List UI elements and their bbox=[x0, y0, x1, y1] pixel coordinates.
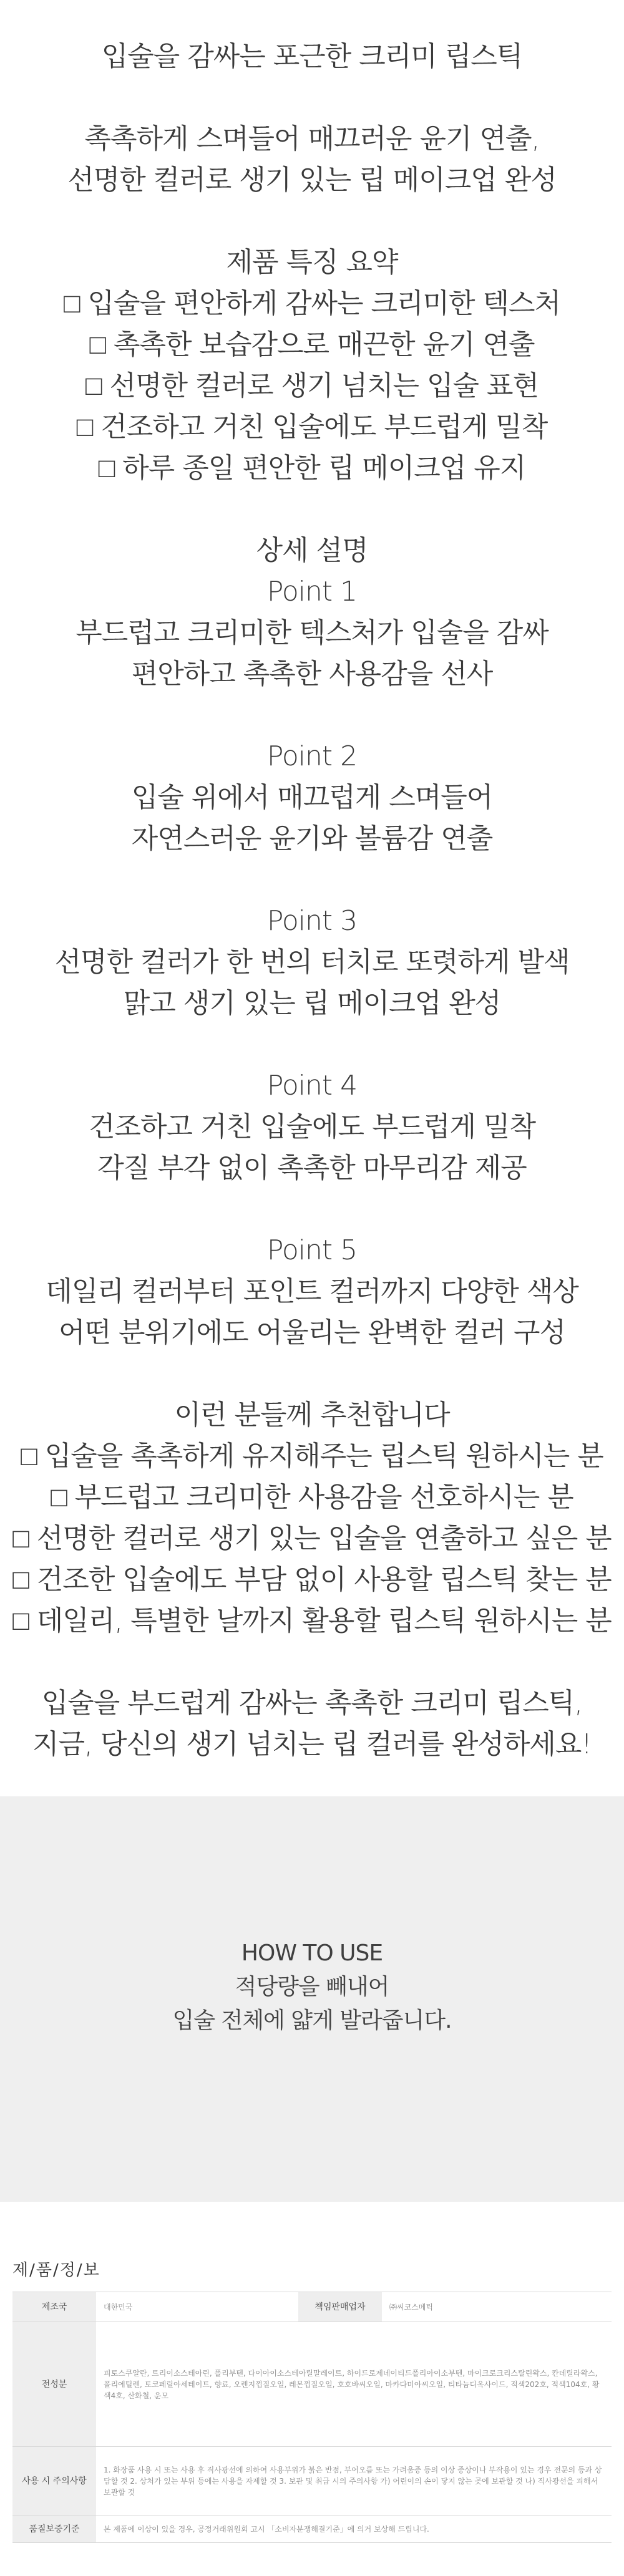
closing-line: 지금, 당신의 생기 넘치는 립 컬러를 완성하세요! bbox=[32, 1728, 592, 1760]
table-row bbox=[12, 2447, 612, 2515]
point-text: 자연스러운 윤기와 볼륨감 연출 bbox=[131, 823, 493, 855]
summary-item: □ 선명한 컬러로 생기 넘치는 입술 표현 bbox=[85, 370, 539, 402]
recommend-item: □ 부드럽고 크리미한 사용감을 선호하시는 분 bbox=[51, 1481, 573, 1513]
table-row bbox=[12, 2322, 612, 2447]
origin-value: 대한민국 bbox=[96, 2292, 298, 2322]
how-to-use-section bbox=[0, 1796, 624, 2202]
summary-item: □ 하루 종일 편안한 립 메이크업 유지 bbox=[98, 452, 526, 484]
detail-title: 상세 설명 bbox=[256, 535, 368, 566]
point-text: 어떤 분위기에도 어울리는 완벽한 컬러 구성 bbox=[58, 1317, 565, 1349]
table-row bbox=[12, 2292, 612, 2322]
point-label: Point 3 bbox=[266, 905, 358, 937]
warranty-value: 본 제품에 이상이 있을 경우, 공정거래위원회 고시 「소비자분쟁해결기준」에 의거 보상해 드립니다. bbox=[96, 2515, 612, 2543]
recommend-item: □ 선명한 컬러로 생기 있는 입술을 연출하고 싶은 분 bbox=[12, 1523, 612, 1554]
point-text: 맑고 생기 있는 립 메이크업 완성 bbox=[123, 987, 501, 1019]
recommend-item: □ 데일리, 특별한 날까지 활용할 립스틱 원하시는 분 bbox=[12, 1605, 612, 1637]
caution-value: 1. 화장품 사용 시 또는 사용 후 직사광선에 의하여 사용부위가 붉은 반점, 부어오름 또는 가려움증 등의 이상 증상이나 부작용이 있는 경우 전문의 등과 상담할 것 2. 상처가 있는 부위 등에는 사용을 자제할 것 3. 보관 및 취급 시의 주의사항 가) 어린이의 손이 닿지 않는 곳에 보관할 것 나) 직사광선을 피해서 보관할 것 bbox=[96, 2447, 612, 2515]
desc-line: 선명한 컬러로 생기 있는 립 메이크업 완성 bbox=[67, 164, 557, 196]
table-row bbox=[12, 2515, 612, 2543]
summary-item: □ 입술을 편안하게 감싸는 크리미한 텍스처 bbox=[63, 288, 561, 319]
summary-item: □ 촉촉한 보습감으로 매끈한 윤기 연출 bbox=[89, 329, 535, 361]
product-info-title: 제/품/정/보 bbox=[12, 2261, 100, 2280]
seller-value: ㈜씨코스메틱 bbox=[382, 2292, 612, 2322]
recommend-item: □ 건조한 입술에도 부담 없이 사용할 립스틱 찾는 분 bbox=[12, 1564, 612, 1595]
recommend-item: □ 입술을 촉촉하게 유지해주는 립스틱 원하시는 분 bbox=[21, 1440, 603, 1472]
point-text: 각질 부각 없이 촉촉한 마무리감 제공 bbox=[97, 1152, 527, 1184]
warranty-label: 품질보증기준 bbox=[12, 2515, 96, 2543]
headline: 입술을 감싸는 포근한 크리미 립스틱 bbox=[101, 41, 523, 72]
how-to-use-line: 적당량을 빼내어 bbox=[235, 1974, 389, 2000]
seller-label: 책임판매업자 bbox=[298, 2292, 382, 2322]
closing-line: 입술을 부드럽게 감싸는 촉촉한 크리미 립스틱, bbox=[41, 1687, 583, 1719]
point-label: Point 2 bbox=[266, 740, 358, 772]
point-text: 데일리 컬러부터 포인트 컬러까지 다양한 색상 bbox=[46, 1276, 578, 1307]
summary-title: 제품 특징 요약 bbox=[226, 246, 398, 278]
origin-label: 제조국 bbox=[12, 2292, 96, 2322]
recommend-title: 이런 분들께 추천합니다 bbox=[174, 1399, 450, 1431]
desc-line: 촉촉하게 스며들어 매끄러운 윤기 연출, bbox=[84, 123, 540, 155]
point-label: Point 5 bbox=[266, 1234, 358, 1266]
point-text: 입술 위에서 매끄럽게 스며들어 bbox=[131, 782, 493, 813]
point-label: Point 4 bbox=[266, 1070, 358, 1102]
ingredients-value: 피토스쿠알란, 트리이소스테아린, 폴리부텐, 다이아이소스테아릴말레이트, 하이드로제네이티드폴리아이소부텐, 마이크로크리스탈린왁스, 칸데릴라왁스, 폴리에틸렌, 토코페릴아세테이트, 향료, 오렌지껍질오일, 레몬껍질오일, 호호바씨오일, 마카다미아씨오일, 티타늄디옥사이드, 적색202호, 적색104호, 황색4호, 산화철, 운모 bbox=[96, 2322, 612, 2447]
caution-label: 사용 시 주의사항 bbox=[12, 2447, 96, 2515]
how-to-use-title: HOW TO USE bbox=[241, 1940, 383, 1966]
point-text: 편안하고 촉촉한 사용감을 선사 bbox=[131, 658, 493, 690]
summary-item: □ 건조하고 거친 입술에도 부드럽게 밀착 bbox=[76, 411, 548, 443]
ingredients-label: 전성분 bbox=[12, 2322, 96, 2447]
product-info-section bbox=[12, 2258, 612, 2543]
point-text: 선명한 컬러가 한 번의 터치로 또렷하게 발색 bbox=[54, 946, 570, 978]
product-info-table bbox=[12, 2292, 612, 2543]
how-to-use-line: 입술 전체에 얇게 발라줍니다. bbox=[172, 2008, 452, 2033]
point-text: 건조하고 거친 입술에도 부드럽게 밀착 bbox=[88, 1111, 535, 1143]
point-text: 부드럽고 크리미한 텍스처가 입술을 감싸 bbox=[76, 617, 548, 649]
point-label: Point 1 bbox=[266, 576, 358, 608]
